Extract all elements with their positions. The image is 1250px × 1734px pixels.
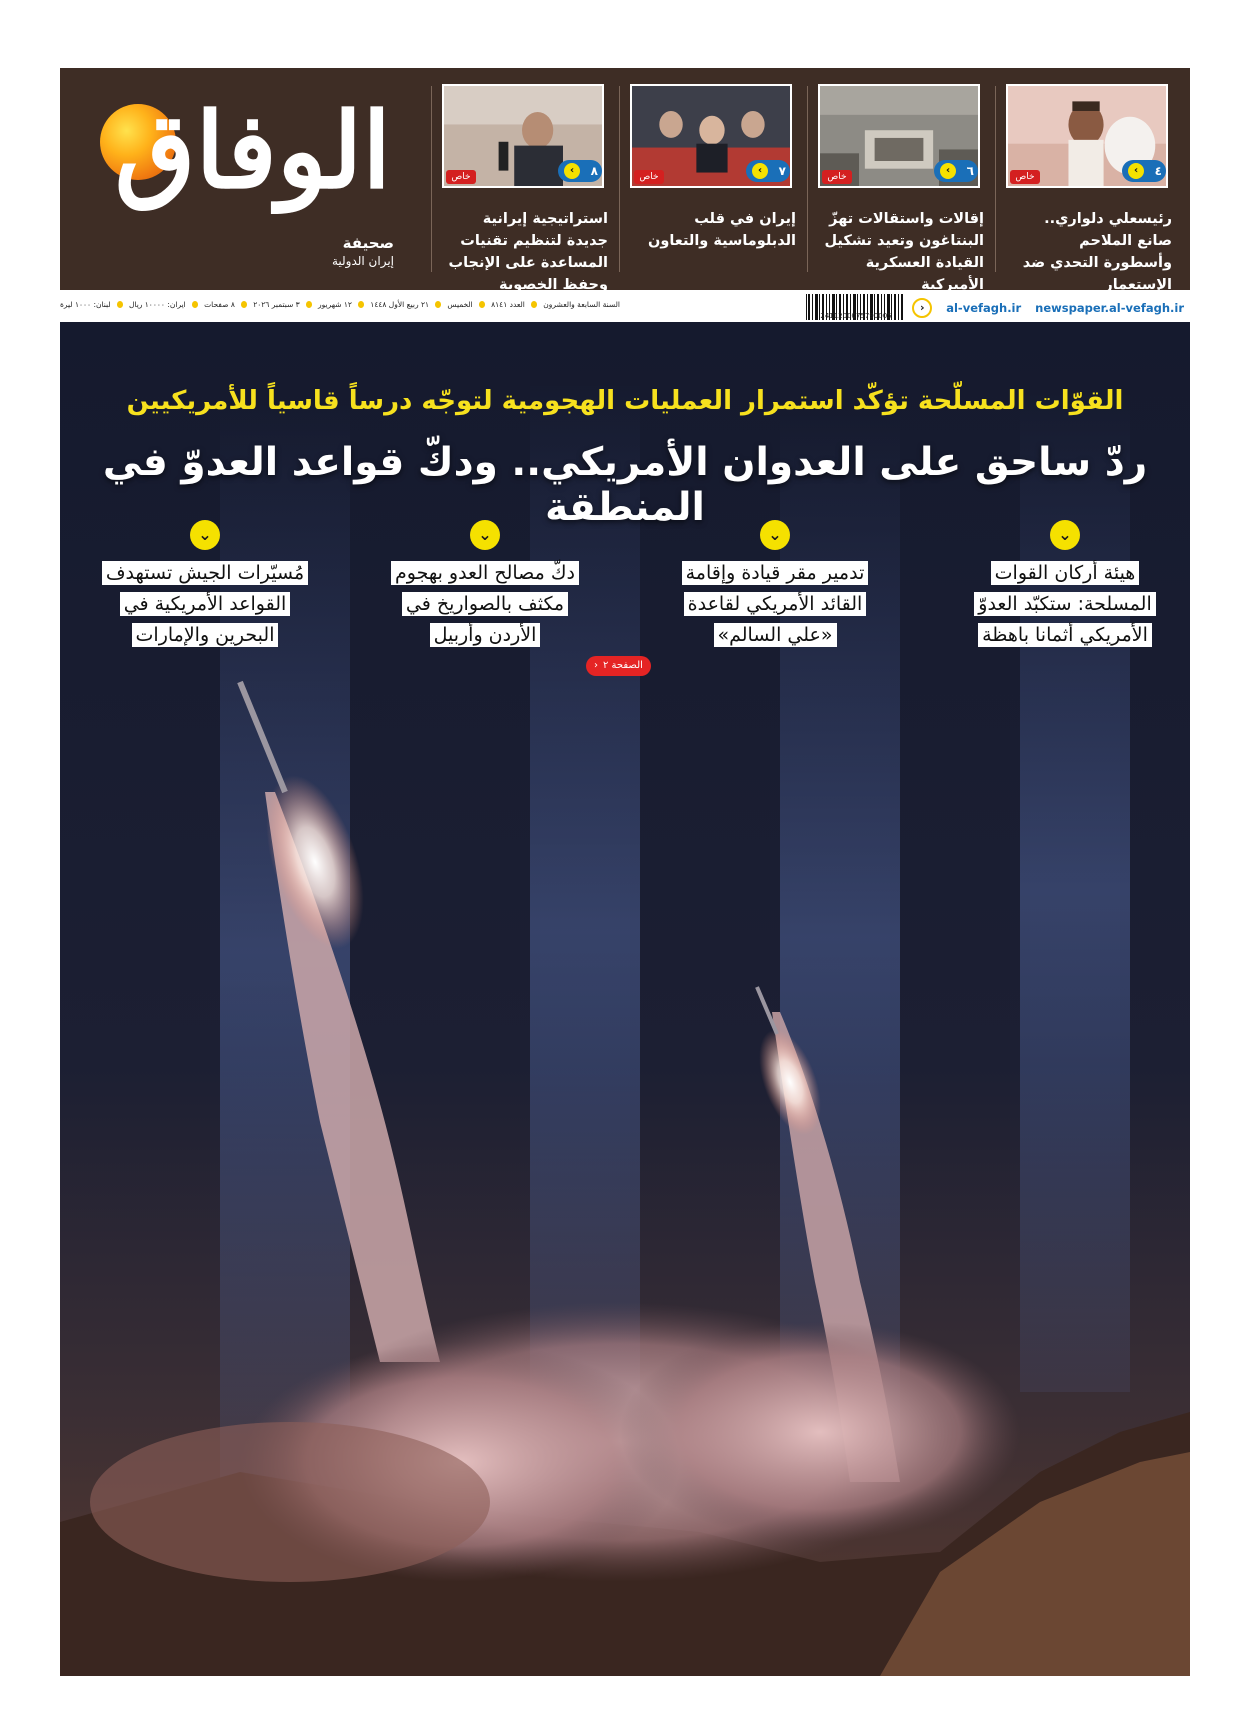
main-headline[interactable]: ردّ ساحق على العدوان الأمريكي.. ودكّ قواعد العدوّ في المنطقة <box>102 440 1148 530</box>
hero-section <box>60 322 1190 1676</box>
meta-pages: ٨ صفحات <box>204 300 235 309</box>
chevron-left-icon: ‹ <box>1128 163 1144 179</box>
teaser-title: استراتيجية إيرانية جديدة لتنظيم تقنيات المساعدة على الإنجاب وحفظ الخصوبة <box>448 211 608 293</box>
chevron-down-icon: ⌄ <box>190 520 220 550</box>
chevron-down-icon: ⌄ <box>1050 520 1080 550</box>
teaser-page-8[interactable] <box>442 84 608 293</box>
bullet-icon <box>435 301 441 308</box>
story-point-4[interactable] <box>100 520 310 651</box>
story-point-3[interactable] <box>380 520 590 651</box>
meta-gregorian-date: ٣ سبتمبر ٢٠٢٦ <box>253 300 300 309</box>
issue-meta <box>60 300 620 309</box>
teaser-page-badge: ‹ ٨ <box>558 160 602 182</box>
teaser-title: إيران في قلب الدبلوماسية والتعاون <box>647 211 796 249</box>
bullet-icon <box>479 301 485 308</box>
chevron-left-icon: ‹ <box>940 163 956 179</box>
info-strip <box>60 292 1190 322</box>
meta-weekday: الخميس <box>447 300 473 309</box>
chevron-left-icon: ‹ <box>564 163 580 179</box>
masthead <box>60 68 1190 293</box>
story-point-text: تدمير مقر قيادة وإقامة القائد الأمريكي لقاعدة «علي السالم» <box>682 561 869 647</box>
teaser-page-badge: ‹ ٤ <box>1122 160 1166 182</box>
meta-persian-date: ١٢ شهريور <box>318 300 352 309</box>
teaser-page-badge: ‹ ٧ <box>746 160 790 182</box>
teaser-page-7[interactable] <box>630 84 796 264</box>
bullet-icon <box>241 301 247 308</box>
logo-subtitle-2: إيران الدولية <box>331 254 394 268</box>
exclusive-tag: خاص <box>822 170 852 184</box>
chevron-left-icon: ‹ <box>594 660 598 671</box>
bullet-icon <box>531 301 537 308</box>
teaser-title: رئيسعلي دلواري.. صانع الملاحم وأسطورة التحدي ضد الإستعمار <box>1022 211 1172 293</box>
page-reference-button[interactable] <box>586 656 651 676</box>
barcode-number: 2411200075790005 <box>820 312 892 320</box>
chevron-left-icon: ‹ <box>752 163 768 179</box>
bullet-icon <box>358 301 364 308</box>
divider <box>431 86 432 272</box>
website-link-main[interactable]: al-vefagh.ir <box>946 301 1022 315</box>
website-links <box>912 298 1184 318</box>
exclusive-tag: خاص <box>1010 170 1040 184</box>
teaser-page-4[interactable] <box>1006 84 1172 293</box>
teaser-title: إقالات واستقالات تهزّ البنتاغون وتعيد تشكيل القيادة العسكرية الأميركية <box>824 211 984 293</box>
chevron-right-icon: › <box>912 298 932 318</box>
story-point-1[interactable] <box>960 520 1170 651</box>
story-point-2[interactable] <box>670 520 880 651</box>
divider <box>619 86 620 272</box>
bullet-icon <box>117 301 123 308</box>
bullet-icon <box>192 301 198 308</box>
newspaper-logo[interactable] <box>78 82 398 278</box>
story-point-text: هيئة أركان القوات المسلحة: ستكبّد العدوّ الأمريكي أثمانا باهظة <box>974 561 1155 647</box>
meta-year: السنة السابعة والعشرون <box>543 300 620 309</box>
meta-issue: العدد ٨١٤١ <box>491 300 525 309</box>
meta-hijri-date: ٢١ ربيع الأول ١٤٤٨ <box>370 300 430 309</box>
teaser-page-6[interactable] <box>818 84 984 293</box>
website-link-newspaper[interactable]: newspaper.al-vefagh.ir <box>1035 301 1184 315</box>
teaser-page-badge: ‹ ٦ <box>934 160 978 182</box>
exclusive-tag: خاص <box>446 170 476 184</box>
story-point-text: مُسيّرات الجيش تستهدف القواعد الأمريكية في البحرين والإمارات <box>102 561 308 647</box>
page-reference-label: الصفحة ٢ <box>603 660 643 671</box>
story-point-text: دكّ مصالح العدو بهجوم مكثف بالصواريخ في الأردن وأربيل <box>391 561 579 647</box>
exclusive-tag: خاص <box>634 170 664 184</box>
logo-wordmark: الوفاق <box>114 89 392 212</box>
divider <box>995 86 996 272</box>
bullet-icon <box>306 301 312 308</box>
meta-price-iran: ايران: ١٠٠٠٠ ريال <box>128 300 186 309</box>
headline-kicker: القوّات المسلّحة تؤكّد استمرار العمليات الهجومية لتوجّه درساً قاسياً للأمريكيين <box>126 386 1124 416</box>
logo-subtitle: صحيفة <box>342 234 394 252</box>
divider <box>807 86 808 272</box>
chevron-down-icon: ⌄ <box>760 520 790 550</box>
meta-price-lebanon: لبنان: ١٠٠٠ ليرة <box>59 300 111 309</box>
chevron-down-icon: ⌄ <box>470 520 500 550</box>
